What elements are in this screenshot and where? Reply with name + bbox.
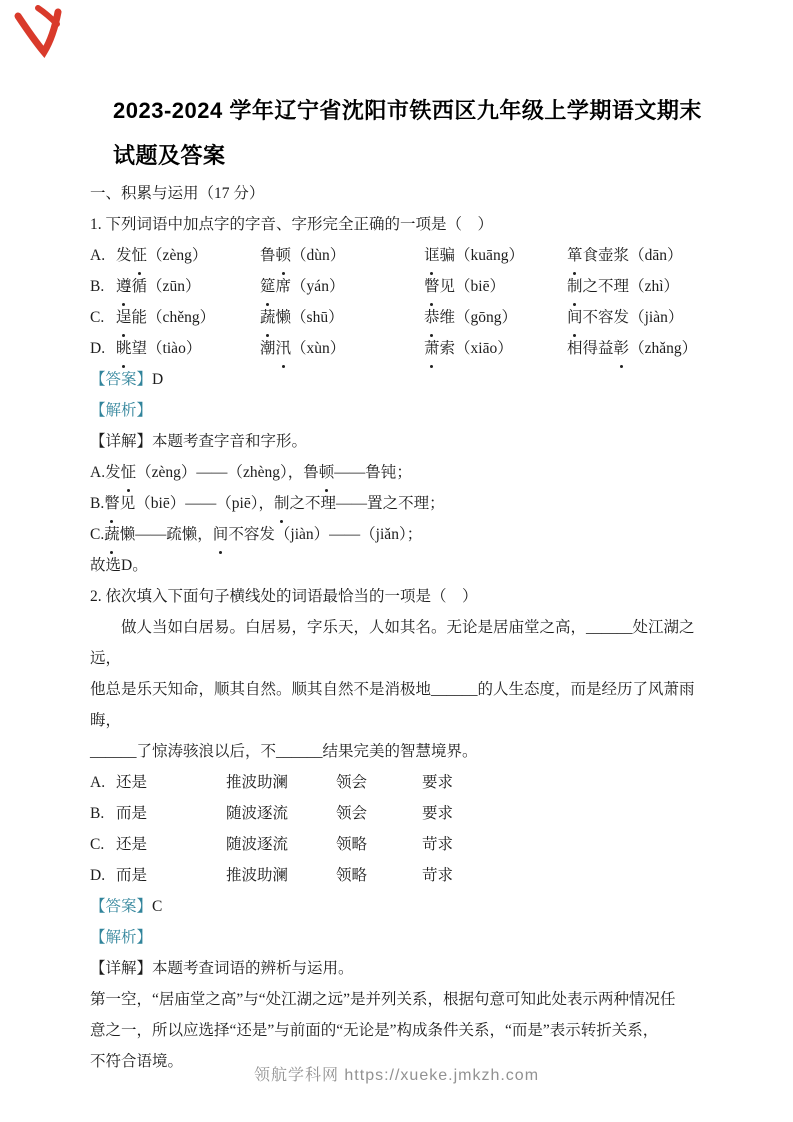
- option-letter: C.: [90, 309, 105, 326]
- option-item: 随波逐流: [226, 805, 289, 822]
- q2-explanation-line-3: 不符合语境。: [90, 1053, 184, 1070]
- option-item: 蔬懒（shū）: [260, 302, 424, 333]
- option-item: 苛求: [422, 836, 454, 853]
- q1-answer-value: D: [152, 371, 164, 388]
- q1-option-row-a: [90, 240, 705, 271]
- option-item: 随波逐流: [226, 836, 289, 853]
- option-item: 苛求: [422, 867, 454, 884]
- option-item: 眺望（tiào）: [116, 333, 260, 364]
- page-title-line-1: 2023-2024 学年辽宁省沈阳市铁西区九年级上学期语文期末: [113, 98, 702, 123]
- site-watermark: 领航学科网 https://xueke.jmkzh.com: [253, 1067, 540, 1084]
- option-item: 推波助澜: [226, 867, 289, 884]
- q2-passage-line-2: 他总是乐天知命，顺其自然。顺其自然不是消极地______的人生态度，而是经历了风萧雨晦，: [90, 681, 695, 729]
- option-item: 发怔（zèng）: [116, 240, 260, 271]
- option-item: 鲁顿（dùn）: [260, 240, 424, 271]
- q2-analysis-line: [90, 922, 705, 953]
- option-item: 领略: [336, 836, 368, 853]
- q1-option-row-b: [90, 271, 705, 302]
- option-letter: D.: [90, 340, 106, 357]
- q2-answer-line: [90, 891, 705, 922]
- q1-detail-line: [90, 426, 705, 457]
- analysis-label: 【解析】: [90, 929, 153, 946]
- answer-label: 【答案】: [90, 898, 153, 915]
- q1-stem: 1. 下列词语中加点字的字音、字形完全正确的一项是（ ）: [90, 216, 494, 233]
- option-item: 要求: [422, 774, 454, 791]
- option-letter: C.: [90, 836, 105, 853]
- q2-stem: 2. 依次填入下面句子横线处的词语最恰当的一项是（ ）: [90, 588, 478, 605]
- q2-option-row-a: [90, 767, 705, 798]
- q2-passage-line-3: ______了惊涛骇浪以后，不______结果完美的智慧境界。: [90, 743, 478, 760]
- q2-answer-value: C: [152, 898, 163, 915]
- q1-answer-line: [90, 364, 705, 395]
- detail-label: 【详解】: [90, 960, 153, 977]
- analysis-label: 【解析】: [90, 402, 153, 419]
- option-item: 箪食壶浆（dān）: [567, 240, 705, 271]
- option-item: 推波助澜: [226, 774, 289, 791]
- q1-detail-intro: 本题考查字音和字形。: [152, 433, 308, 450]
- option-item: 恭维（gōng）: [424, 302, 567, 333]
- q1-option-row-d: [90, 333, 705, 364]
- q1-detail-item-b: B.瞥见（biē）——（piē），制之不理——置之不理；: [90, 488, 705, 519]
- q2-option-row-c: [90, 829, 705, 860]
- option-item: 而是: [116, 867, 148, 884]
- option-item: 间不容发（jiàn）: [567, 302, 705, 333]
- q1-analysis-line: [90, 395, 705, 426]
- page-title: [113, 88, 705, 178]
- q1-option-row-c: [90, 302, 705, 333]
- q2-passage-line-1: 做人当如白居易。白居易，字乐天，人如其名。无论是居庙堂之高，______处江湖之远，: [90, 619, 695, 667]
- option-item: 领略: [336, 867, 368, 884]
- option-item: 诓骗（kuāng）: [424, 240, 567, 271]
- option-item: 还是: [116, 836, 148, 853]
- option-item: 萧索（xiāo）: [424, 333, 567, 364]
- q2-explanation-line-1: 第一空，“居庙堂之高”与“处江湖之远”是并列关系，根据句意可知此处表示两种情况任: [90, 991, 676, 1008]
- option-item: 还是: [116, 774, 148, 791]
- q1-detail-conclusion: 故选D。: [90, 557, 148, 574]
- q1-detail-item-c: C.蔬懒——疏懒，间不容发（jiàn）——（jiǎn）；: [90, 519, 705, 550]
- option-item: 而是: [116, 805, 148, 822]
- option-item: 领会: [336, 805, 368, 822]
- detail-label: 【详解】: [90, 433, 153, 450]
- q1-detail-item-a: A.发怔（zèng）——（zhèng），鲁顿——鲁钝；: [90, 457, 705, 488]
- option-item: 相得益彰（zhǎng）: [567, 333, 705, 364]
- option-item: 要求: [422, 805, 454, 822]
- q2-option-row-b: [90, 798, 705, 829]
- q2-detail-line: [90, 953, 705, 984]
- q2-explanation-line-2: 意之一，所以应选择“还是”与前面的“无论是”构成条件关系，“而是”表示转折关系，: [90, 1022, 659, 1039]
- option-letter: A.: [90, 774, 106, 791]
- option-item: 遵循（zūn）: [116, 271, 260, 302]
- option-letter: B.: [90, 805, 105, 822]
- option-letter: D.: [90, 867, 106, 884]
- q2-detail-intro: 本题考查词语的辨析与运用。: [152, 960, 354, 977]
- option-letter: B.: [90, 278, 105, 295]
- page-title-line-2: 试题及答案: [113, 143, 226, 168]
- q2-option-row-d: [90, 860, 705, 891]
- option-item: 逞能（chěng）: [116, 302, 260, 333]
- option-letter: A.: [90, 247, 106, 264]
- option-item: 领会: [336, 774, 368, 791]
- option-item: 瞥见（biē）: [424, 271, 567, 302]
- section-heading: 一、积累与运用（17 分）: [90, 185, 265, 202]
- option-item: 筵席（yán）: [260, 271, 424, 302]
- option-item: 制之不理（zhì）: [567, 271, 705, 302]
- option-item: 潮汛（xùn）: [260, 333, 424, 364]
- answer-label: 【答案】: [90, 371, 153, 388]
